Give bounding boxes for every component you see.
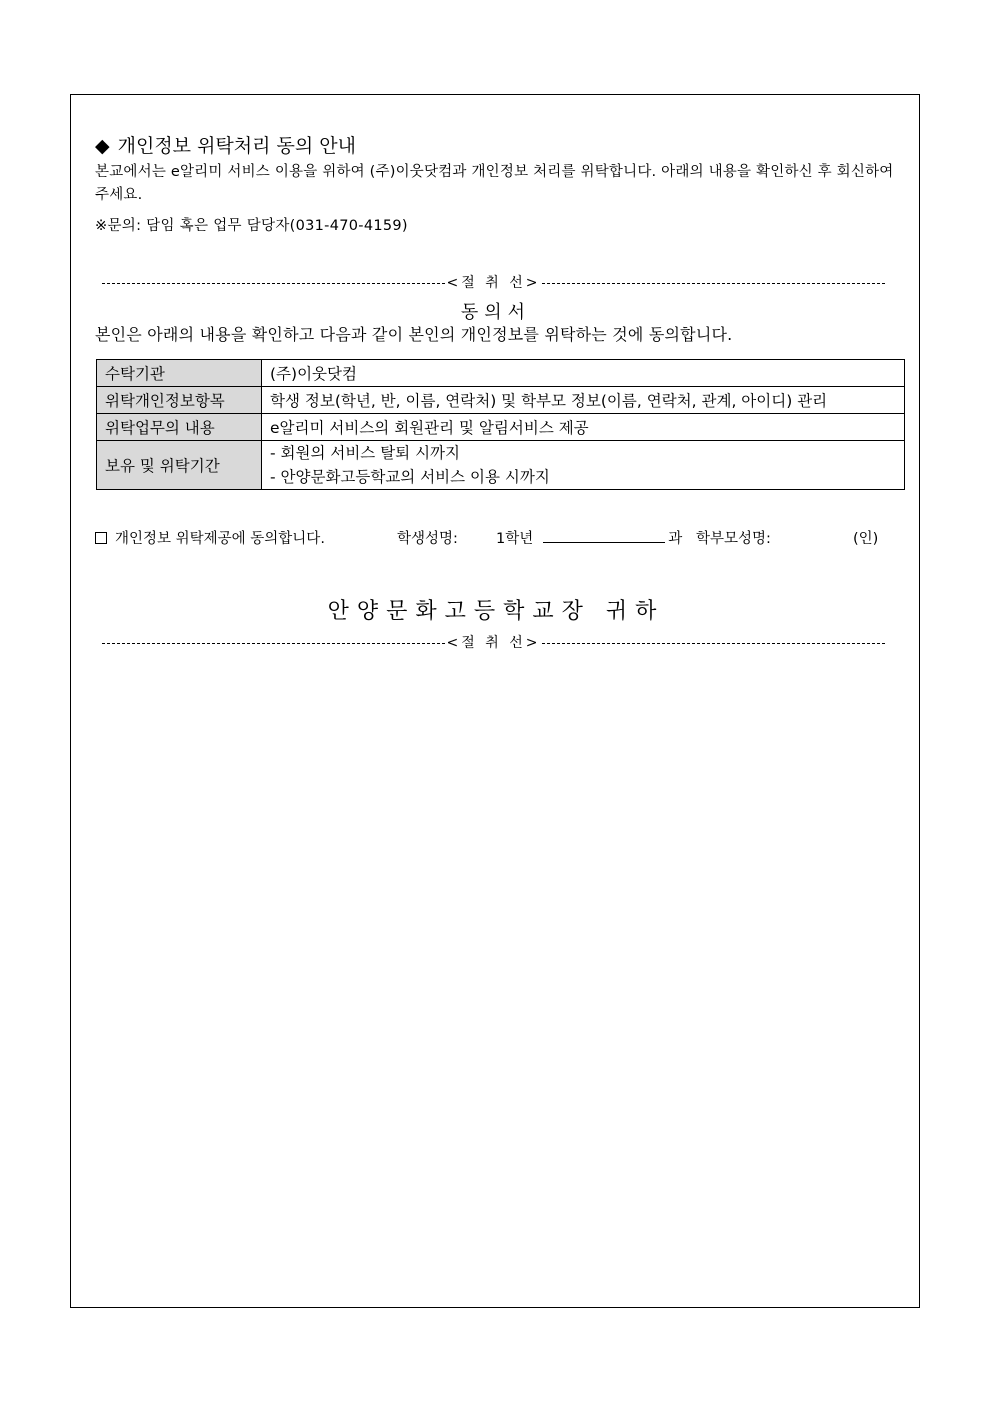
cut-line-top bbox=[102, 272, 885, 292]
row-value bbox=[262, 441, 905, 490]
period-line-2: - 안양문화고등학교의 서비스 이용 시까지 bbox=[270, 468, 550, 486]
consent-text: 개인정보 위탁제공에 동의합니다. bbox=[115, 531, 325, 547]
addressee: 안양문화고등학교장 귀하 bbox=[327, 599, 665, 624]
table-row bbox=[97, 360, 905, 387]
row-header: 위탁업무의 내용 bbox=[97, 414, 262, 441]
class-suffix: 과 bbox=[668, 531, 683, 547]
table-row bbox=[97, 414, 905, 441]
grade-label: 1학년 bbox=[496, 531, 534, 547]
parent-sign-label: 학부모성명: bbox=[696, 531, 771, 547]
row-value: (주)이웃닷컴 bbox=[262, 360, 905, 387]
cut-line-label: <절 취 선> bbox=[446, 635, 541, 651]
consent-info-table bbox=[96, 359, 905, 490]
row-value: 학생 정보(학년, 반, 이름, 연락처) 및 학부모 정보(이름, 연락처, 관계, 아이디) 관리 bbox=[262, 387, 905, 414]
consent-checkbox[interactable] bbox=[95, 532, 107, 544]
student-sign-label: 학생성명: bbox=[397, 531, 458, 547]
table-row bbox=[97, 441, 905, 490]
diamond-bullet-icon: ◆ bbox=[95, 135, 110, 157]
row-header: 위탁개인정보항목 bbox=[97, 387, 262, 414]
notice-body: 본교에서는 e알리미 서비스 이용을 위하여 (주)이웃닷컴과 개인정보 처리를 위탁합니다. 아래의 내용을 확인하신 후 회신하여 주세요. bbox=[95, 164, 894, 203]
row-header: 보유 및 위탁기간 bbox=[97, 441, 262, 490]
seal-mark: (인) bbox=[853, 531, 879, 547]
row-header: 수탁기관 bbox=[97, 360, 262, 387]
class-blank-field[interactable] bbox=[543, 529, 665, 543]
cut-line-bottom bbox=[102, 632, 885, 652]
form-title: 동의서 bbox=[460, 302, 532, 323]
grade-field bbox=[496, 527, 682, 548]
cut-line-label: <절 취 선> bbox=[446, 275, 541, 291]
consent-checkbox-row bbox=[95, 527, 325, 548]
table-row bbox=[97, 387, 905, 414]
period-line-1: - 회원의 서비스 탈퇴 시까지 bbox=[270, 444, 461, 462]
notice-contact: ※문의: 담임 혹은 업무 담당자(031-470-4159) bbox=[95, 218, 408, 234]
notice-title-text: 개인정보 위탁처리 동의 안내 bbox=[117, 135, 356, 157]
form-statement: 본인은 아래의 내용을 확인하고 다음과 같이 본인의 개인정보를 위탁하는 것에 동의합니다. bbox=[95, 325, 733, 344]
row-value: e알리미 서비스의 회원관리 및 알림서비스 제공 bbox=[262, 414, 905, 441]
notice-title bbox=[95, 131, 356, 158]
